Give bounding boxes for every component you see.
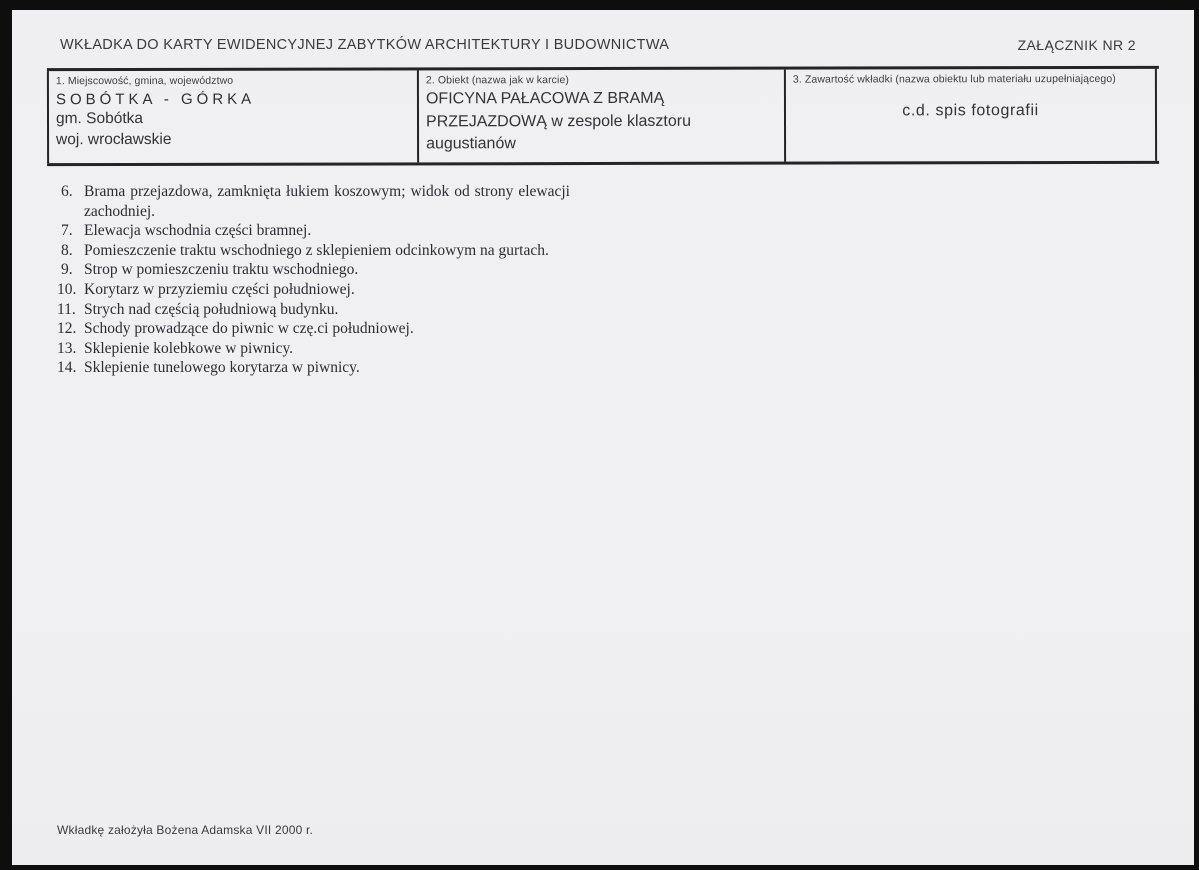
field-insert-contents — [786, 69, 1157, 162]
locality-commune: gm. Sobótka — [55, 109, 144, 128]
field-object-label: 2. Obiekt (nazwa jak w karcie) — [425, 74, 569, 87]
locality-voivodeship: woj. wrocławskie — [56, 130, 172, 149]
header-form-table — [47, 66, 1159, 166]
field-locality — [47, 70, 419, 163]
list-item-text: Elewacja wschodnia części bramnej. — [84, 222, 312, 240]
attachment-label: ZAŁĄCZNIK NR 2 — [1017, 37, 1136, 53]
insert-contents-value: c.d. spis fotografii — [902, 102, 1039, 120]
list-item-text: Pomieszczenie traktu wschodniego z sklepieniem odcinkowym na gurtach. — [84, 241, 549, 259]
field-locality-label: 1. Miejscowość, gmina, województwo — [55, 74, 234, 88]
scanned-document-page — [12, 10, 1194, 865]
list-item-number: 13. — [57, 339, 77, 357]
list-item — [57, 300, 570, 320]
list-item-number: 9. — [61, 261, 73, 279]
object-name-line3: augustianów — [426, 135, 516, 153]
list-item-number: 10. — [57, 280, 77, 298]
photograph-list — [57, 182, 570, 378]
object-name-line1: OFICYNA PAŁACOWA Z BRAMĄ — [425, 89, 665, 108]
list-item — [57, 182, 570, 221]
list-item — [57, 339, 570, 359]
list-item-text: Sklepienie tunelowego korytarza w piwnicy. — [84, 359, 360, 377]
page-title: WKŁADKA DO KARTY EWIDENCYJNEJ ZABYTKÓW ARCHITEKTURY I BUDOWNICTWA — [60, 37, 670, 53]
list-item-text: Sklepienie kolebkowe w piwnicy. — [84, 339, 294, 357]
list-item — [57, 260, 570, 280]
list-item-text: Schody prowadzące do piwnic w czę.ci południowej. — [84, 320, 414, 338]
locality-name: SOBÓTKA - GÓRKA — [55, 90, 256, 109]
list-item-number: 11. — [57, 300, 76, 318]
list-item — [57, 221, 570, 241]
list-item-text: Brama przejazdowa, zamknięta łukiem koszowym; widok od strony elewacji zachodniej. — [84, 183, 570, 220]
object-name-line2: PRZEJAZDOWĄ w zespole klasztoru — [425, 112, 691, 130]
footer-note: Wkładkę założyła Bożena Adamska VII 2000 r. — [57, 823, 314, 837]
list-item — [57, 241, 570, 261]
list-item-number: 7. — [61, 222, 73, 240]
list-item — [57, 358, 570, 378]
list-item-text: Strop w pomieszczeniu traktu wschodniego. — [84, 261, 359, 279]
list-item-text: Strych nad częścią południową budynku. — [84, 300, 339, 318]
list-item-number: 12. — [57, 320, 77, 338]
list-item-number: 14. — [57, 359, 77, 377]
list-item-number: 8. — [61, 241, 73, 259]
list-item — [57, 319, 570, 339]
field-object — [419, 70, 786, 163]
field-insert-contents-label: 3. Zawartość wkładki (nazwa obiektu lub materiału uzupełniającego) — [792, 72, 1116, 86]
list-item-text: Korytarz w przyziemiu części południowej. — [84, 280, 355, 298]
list-item — [57, 280, 570, 300]
list-item-number: 6. — [61, 183, 73, 200]
